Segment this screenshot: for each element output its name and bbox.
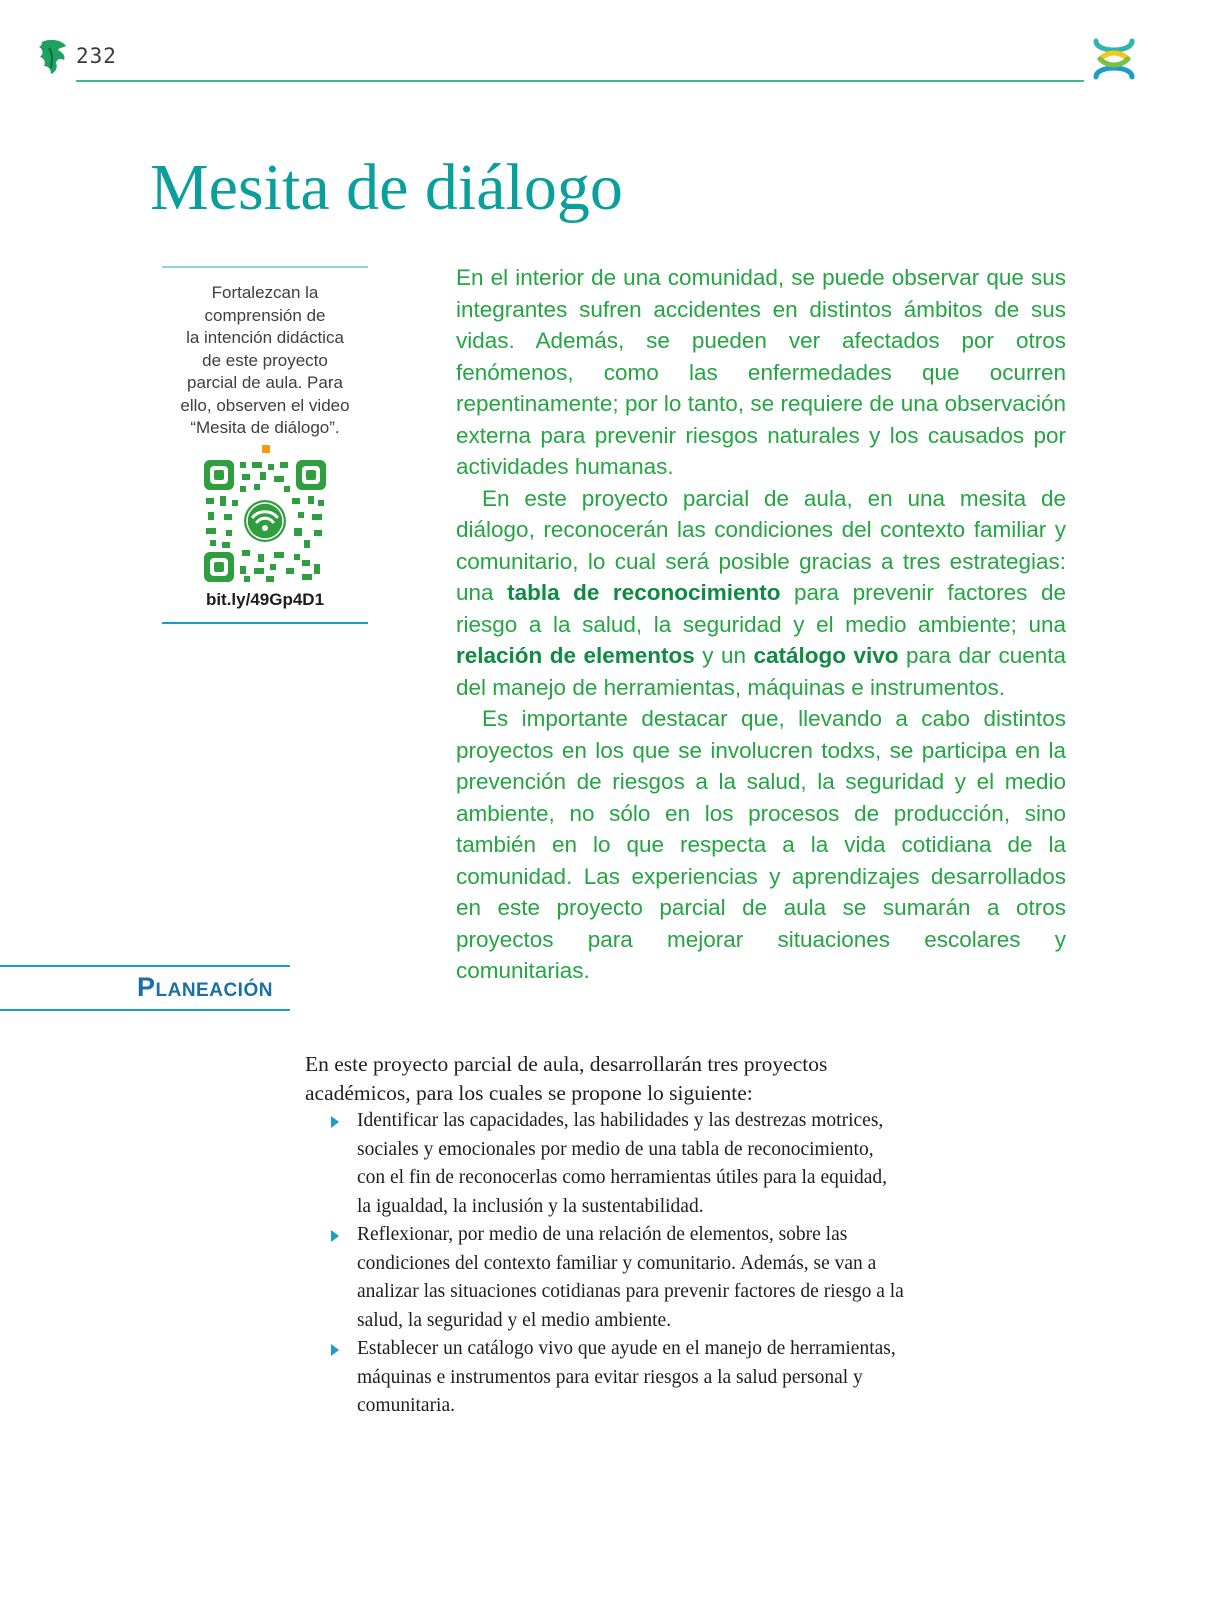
sidebar-line: comprensión de [204,305,326,325]
bold-term: relación de elementos [456,643,695,668]
list-item-text: Identificar las capacidades, las habilidades y las destrezas motrices, sociales y emocionales por medio de una tabla de reconocimiento, con el fin de reconocerlas como herramientas útiles para la equidad, la igualdad, la inclusión y la sustentabilidad. [357,1110,888,1217]
section-heading: Planeación [137,972,273,1002]
section-rule-bottom [0,1009,290,1011]
intro-paragraph: Es importante destacar que, llevando a cabo distintos proyectos en los que se involucren todxs, se participa en la prevención de riesgos a la salud, la seguridad y el medio ambiente, no sólo en los procesos de producción, sino también en lo que respecta a la vida cotidiana de la comunidad. Las experiencias y aprendizajes desarrollados en este proyecto parcial de aula se sumarán a otros proyectos para mejorar situaciones escolares y comunitarias. [456,706,1066,983]
planeacion-intro: En este proyecto parcial de aula, desarrollarán tres proyectos académicos, para los cuales se propone lo siguiente: [305,1052,828,1105]
intro-paragraph: En este proyecto parcial de aula, en una mesita de diálogo, reconocerán las condiciones del contexto familiar y comunitario, lo cual será posible gracias a tres estrategias: una tabla de reconocimiento para prevenir factores de riesgo a la salud, la seguridad y el medio ambiente; una relación de elementos y un catálogo vivo para dar cuenta del manejo de herramientas, máquinas e instrumentos. [456,485,1066,700]
planeacion-list [305,1107,905,1421]
sidebar-line: de este proyecto [202,350,328,370]
orange-dot [262,445,270,453]
video-sidebar [162,266,368,624]
triangle-bullet-icon [331,1344,339,1356]
sidebar-line: “Mesita de diálogo”. [190,418,340,437]
page-number: 232 [76,44,117,68]
qr-code-icon[interactable] [204,460,326,582]
bold-term: tabla de reconocimiento [507,580,781,605]
bold-term: catálogo vivo [753,643,899,668]
section-rule-top [0,965,290,967]
list-item-text: Reflexionar, por medio de una relación de elementos, sobre las condiciones del contexto familiar y comunitario. Además, se van a analizar las situaciones cotidianas para prevenir factores de riesgo a la salud, la seguridad y el medio ambiente. [357,1224,904,1331]
colored-cross-knot-icon [1088,33,1140,85]
sidebar-line: parcial de aula. Para [187,373,343,392]
list-item [357,1335,905,1421]
sidebar-line: ello, observen el video [180,395,350,415]
header-rule [76,80,1084,82]
page-title: Mesita de diálogo [150,151,623,224]
green-leaf-figure-icon [36,38,70,76]
planeacion-body [305,1050,905,1421]
list-item-text: Establecer un catálogo vivo que ayude en el manejo de herramientas, máquinas e instrumentos para evitar riesgos a la salud personal y comunitaria. [357,1338,896,1416]
triangle-bullet-icon [331,1116,339,1128]
sidebar-line: la intención didáctica [186,328,344,347]
sidebar-text [162,282,368,440]
sidebar-line: Fortalezcan la [211,283,319,302]
video-link[interactable]: bit.ly/49Gp4D1 [205,590,325,609]
intro-text [456,262,1066,987]
list-item [357,1107,905,1221]
intro-paragraph: En el interior de una comunidad, se puede observar que sus integrantes sufren accidentes en distintos ámbitos de sus vidas. Además, se pueden ver afectados por otros fenómenos, como las enfermedades que ocurren repentinamente; por lo tanto, se requiere de una observación externa para prevenir riesgos naturales y los causados por actividades humanas. [456,265,1066,479]
list-item [357,1221,905,1335]
triangle-bullet-icon [331,1230,339,1242]
